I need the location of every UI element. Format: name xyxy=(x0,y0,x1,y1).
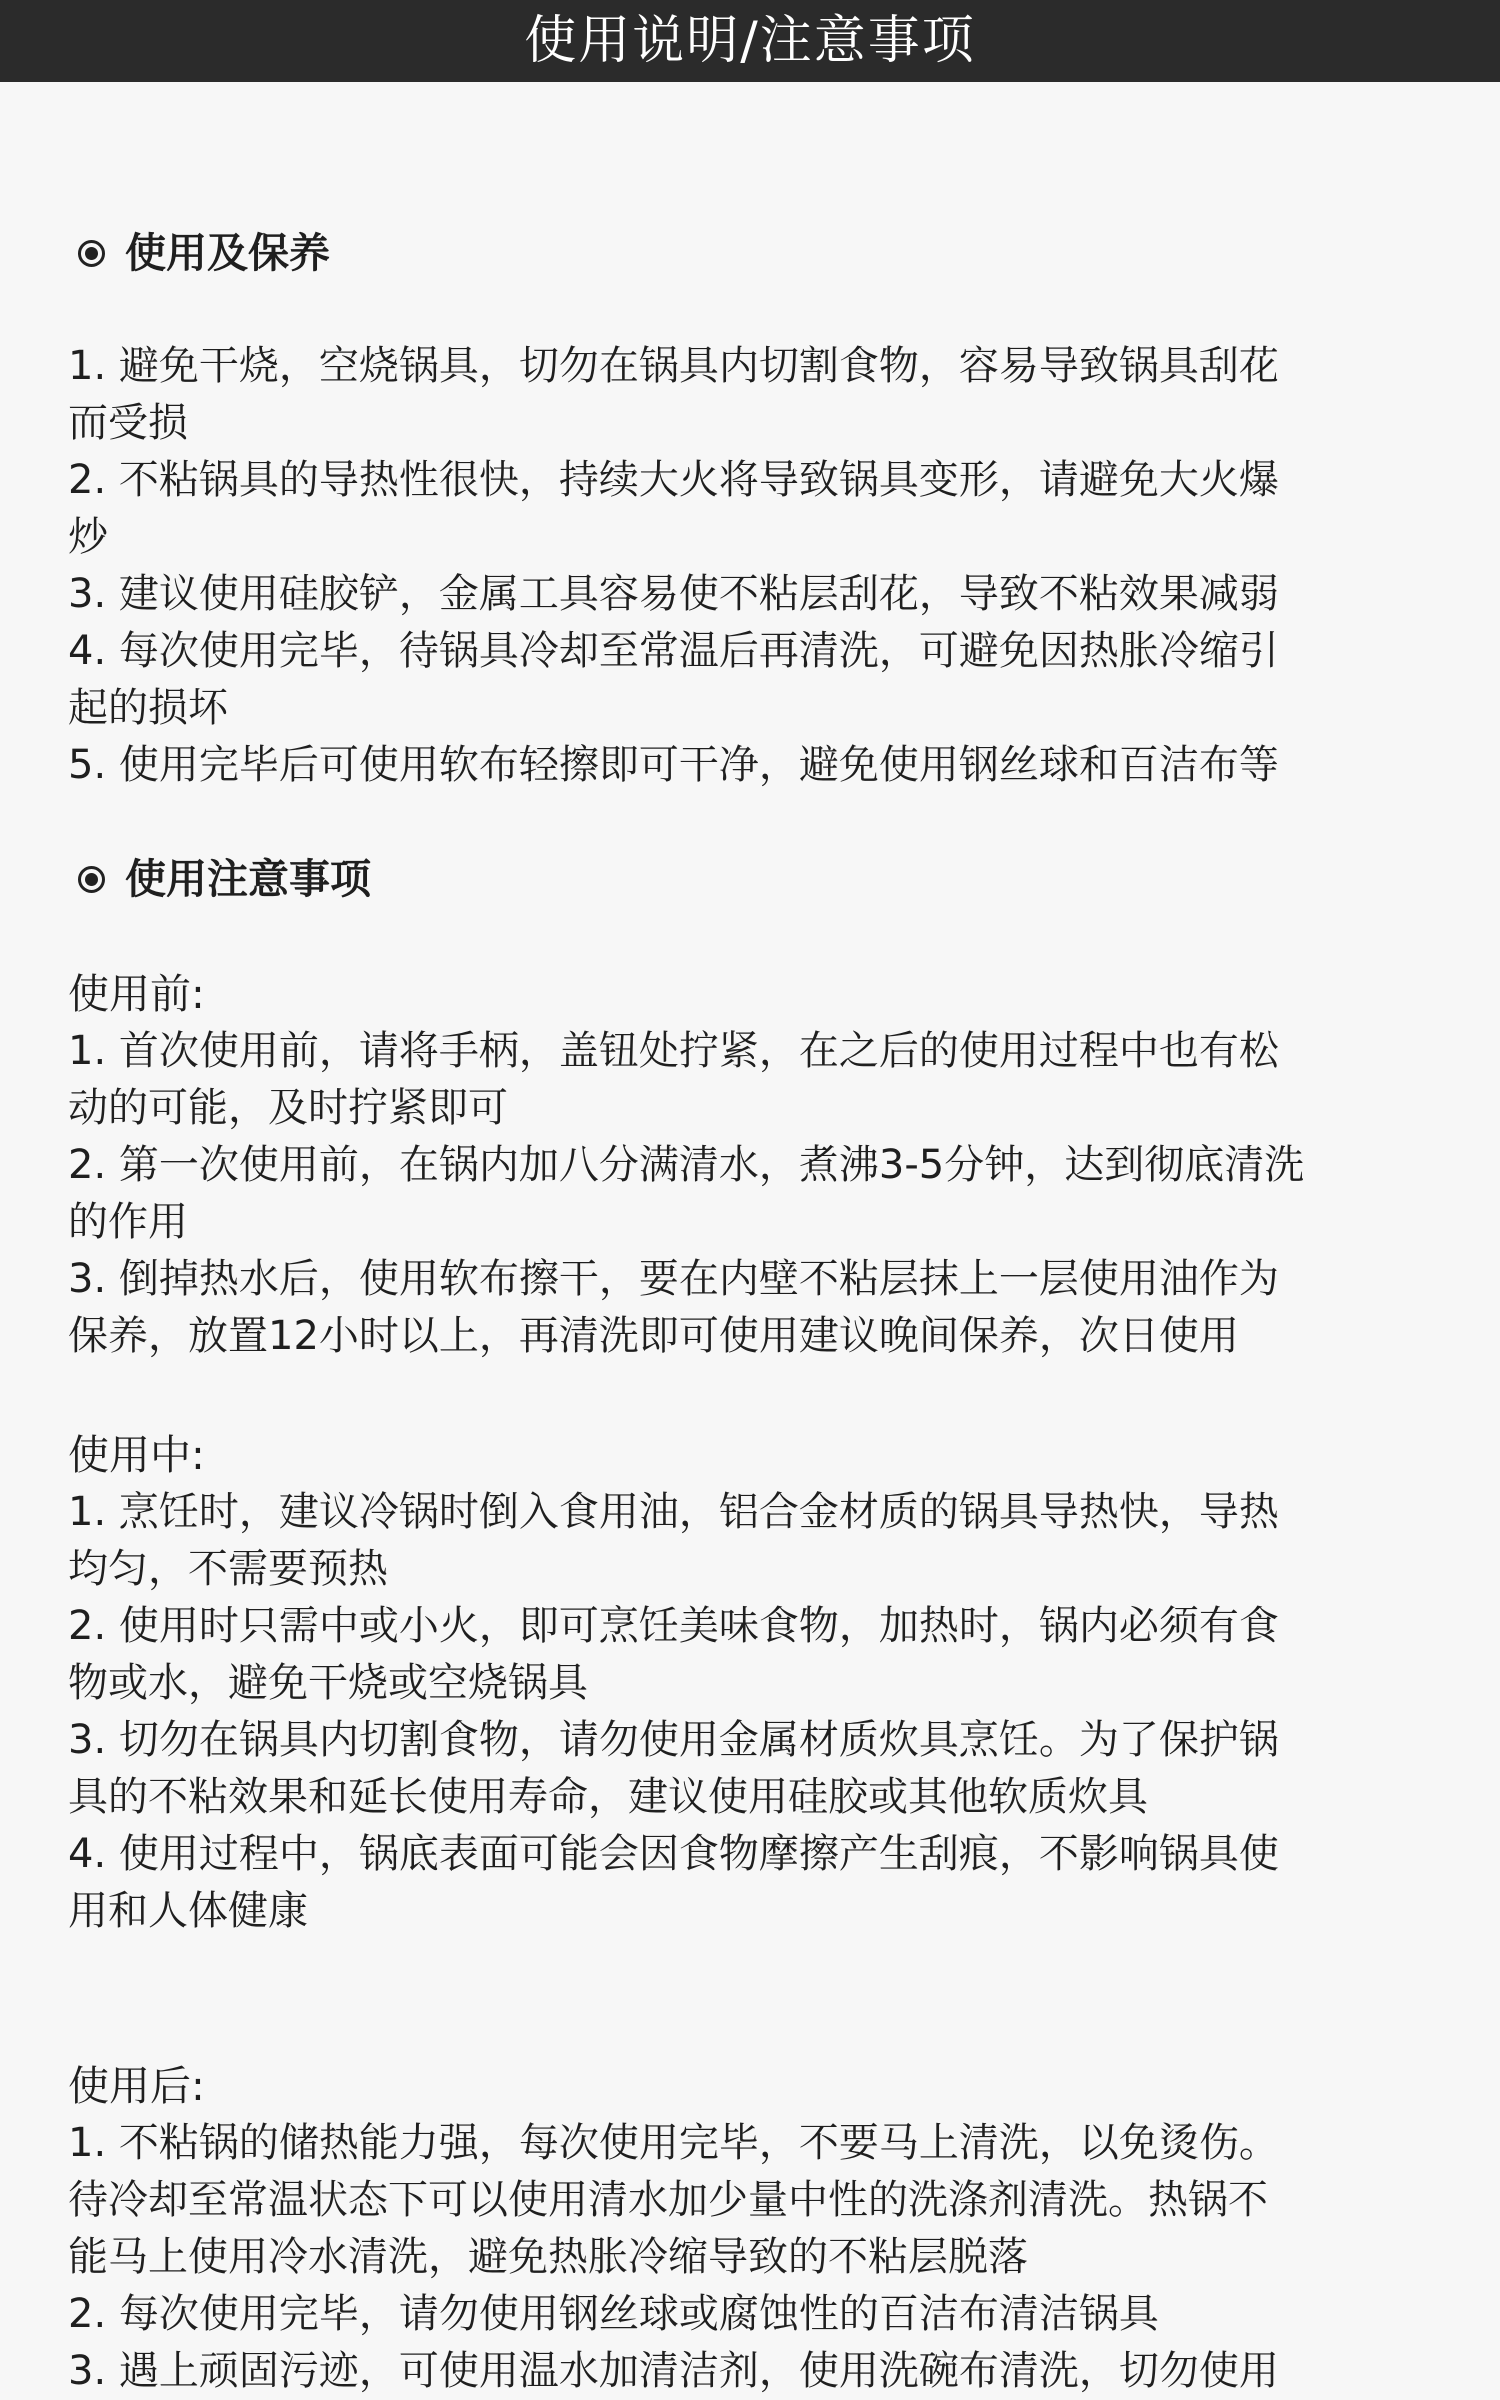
before-use-line: 动的可能，及时拧紧即可 xyxy=(68,1085,508,1131)
section-care-title: 使用及保养 xyxy=(125,229,330,277)
before-use-line: 2. 第一次使用前，在锅内加八分满清水，煮沸3-5分钟，达到彻底清洗 xyxy=(68,1142,1305,1188)
during-use-line: 均匀，不需要预热 xyxy=(68,1546,388,1592)
during-use-label: 使用中: xyxy=(68,1431,205,1479)
before-use-line: 保养，放置12小时以上，再清洗即可使用建议晚间保养，次日使用 xyxy=(68,1313,1239,1359)
during-use-line: 物或水，避免干烧或空烧锅具 xyxy=(68,1660,588,1706)
during-use-line: 3. 切勿在锅具内切割食物，请勿使用金属材质炊具烹饪。为了保护锅 xyxy=(68,1717,1279,1763)
care-line: 3. 建议使用硅胶铲，金属工具容易使不粘层刮花，导致不粘效果减弱 xyxy=(68,571,1279,617)
after-use-line: 能马上使用冷水清洗，避免热胀冷缩导致的不粘层脱落 xyxy=(68,2234,1028,2280)
instructions-content xyxy=(68,225,1468,2400)
during-use-line: 1. 烹饪时，建议冷锅时倒入食用油，铝合金材质的锅具导热快，导热 xyxy=(68,1489,1279,1535)
page-header xyxy=(0,0,1500,82)
care-line: 炒 xyxy=(68,514,108,560)
section-care-list xyxy=(68,338,1468,794)
before-use-line: 1. 首次使用前，请将手柄，盖钮处拧紧，在之后的使用过程中也有松 xyxy=(68,1028,1279,1074)
during-use-line: 用和人体健康 xyxy=(68,1888,308,1934)
section-notes-title: 使用注意事项 xyxy=(125,855,371,903)
after-use-label: 使用后: xyxy=(68,2062,205,2110)
after-use-line: 2. 每次使用完毕，请勿使用钢丝球或腐蚀性的百洁布清洁锅具 xyxy=(68,2291,1159,2337)
after-use-list xyxy=(68,2115,1468,2400)
care-line: 4. 每次使用完毕，待锅具冷却至常温后再清洗，可避免因热胀冷缩引 xyxy=(68,628,1279,674)
care-line: 而受损 xyxy=(68,400,188,446)
during-use-line: 4. 使用过程中，锅底表面可能会因食物摩擦产生刮痕，不影响锅具使 xyxy=(68,1831,1279,1877)
care-line: 2. 不粘锅具的导热性很快，持续大火将导致锅具变形，请避免大火爆 xyxy=(68,457,1279,503)
before-use-line: 的作用 xyxy=(68,1199,188,1245)
page-title: 使用说明/注意事项 xyxy=(524,11,976,71)
after-use-line: 1. 不粘锅的储热能力强，每次使用完毕，不要马上清洗，以免烫伤。 xyxy=(68,2120,1279,2166)
during-use-line: 具的不粘效果和延长使用寿命，建议使用硅胶或其他软质炊具 xyxy=(68,1774,1148,1820)
care-line: 5. 使用完毕后可使用软布轻擦即可干净，避免使用钢丝球和百洁布等 xyxy=(68,742,1279,788)
care-line: 1. 避免干烧，空烧锅具，切勿在锅具内切割食物，容易导致锅具刮花 xyxy=(68,343,1279,389)
section-care-heading xyxy=(78,225,1468,281)
after-use-line: 3. 遇上顽固污迹，可使用温水加清洁剂，使用洗碗布清洗，切勿使用 xyxy=(68,2348,1279,2394)
after-use-line: 待冷却至常温状态下可以使用清水加少量中性的洗涤剂清洗。热锅不 xyxy=(68,2177,1268,2223)
radio-bullet-icon xyxy=(78,866,105,893)
during-use-line: 2. 使用时只需中或小火，即可烹饪美味食物，加热时，锅内必须有食 xyxy=(68,1603,1279,1649)
before-use-line: 3. 倒掉热水后，使用软布擦干，要在内壁不粘层抹上一层使用油作为 xyxy=(68,1256,1279,1302)
care-line: 起的损坏 xyxy=(68,685,228,731)
during-use-list xyxy=(68,1484,1468,1940)
before-use-label: 使用前: xyxy=(68,970,205,1018)
section-notes-heading xyxy=(78,851,1468,907)
before-use-list xyxy=(68,1023,1468,1365)
radio-bullet-icon xyxy=(78,240,105,267)
